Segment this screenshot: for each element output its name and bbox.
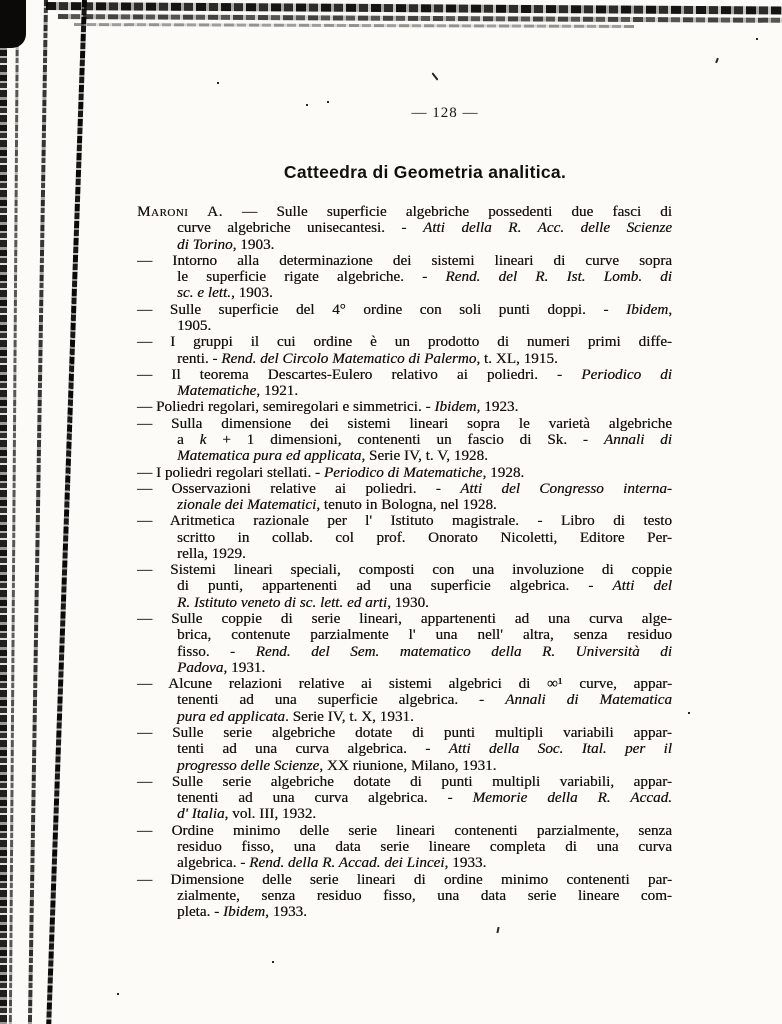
entry-line: renti. - Rend. del Circolo Matematico di Palermo, t. XL, 1915.	[177, 349, 558, 367]
entry-line: 1905.	[177, 316, 212, 334]
book-binding-edge	[45, 0, 87, 1024]
scan-speckle	[117, 993, 119, 995]
bibliography-entry	[137, 302, 672, 335]
entry-line: — Sulla dimensione dei sistemi lineari sopra le varietà algebriche	[137, 414, 672, 432]
entry-line: di Torino, 1903.	[177, 235, 275, 253]
section-title: Catteedra di Geometria analitica.	[283, 162, 567, 182]
scan-speckle	[327, 101, 329, 103]
entry-line: progresso delle Scienze, XX riunione, Milano, 1931.	[177, 756, 497, 774]
bibliography-entry	[137, 872, 672, 921]
bibliography-entry	[137, 676, 672, 725]
bibliography-entry	[137, 774, 672, 823]
entry-line: — I poliedri regolari stellati. - Periodico di Matematiche, 1928.	[137, 463, 525, 481]
entry-line: — Sulle serie algebriche dotate di punti multipli variabili appar-	[137, 724, 672, 741]
entry-line: d' Italia, vol. III, 1932.	[177, 805, 317, 823]
entry-line: Padova, 1931.	[177, 658, 266, 676]
entry-line: — Intorno alla determinazione dei sistemi lineari di curve sopra	[137, 251, 672, 269]
entry-line: tenenti ad una curva algebrica. - Memorie della R. Accad.	[177, 789, 672, 807]
scan-speckle	[431, 72, 438, 80]
entry-line: curve algebriche unisecantesi. - Atti della R. Acc. delle Scienze	[177, 219, 672, 237]
entry-line: brica, contenute parzialmente l' una nell' altra, senza residuo	[177, 626, 672, 644]
bibliography-entry	[137, 367, 672, 400]
scan-speckle	[756, 38, 758, 40]
entry-line: — Poliedri regolari, semiregolari e simmetrici. - Ibidem, 1923.	[137, 398, 519, 416]
entry-line: sc. e lett., 1903.	[177, 284, 273, 302]
entry-line: zionale dei Matematici, tenuto in Bologna, nel 1928.	[177, 496, 497, 514]
scan-speckle	[496, 927, 499, 933]
scan-corner-shadow	[0, 0, 26, 48]
page-stack-edge-top	[74, 23, 634, 28]
entry-line: le superficie rigate algebriche. - Rend. del R. Ist. Lomb. di	[177, 268, 672, 286]
entry-line: di punti, appartenenti ad una superficie algebrica. - Atti del	[177, 577, 672, 595]
entry-line: tenti ad una curva algebrica. - Atti della Soc. Ital. per il	[177, 740, 672, 758]
entry-line: pura ed applicata. Serie IV, t. X, 1931.	[177, 707, 414, 725]
page-number: — 128 —	[411, 105, 479, 121]
entry-line: scritto in collab. col prof. Onorato Nicoletti, Editore Per-	[177, 528, 672, 546]
entry-line: — Alcune relazioni relative ai sistemi algebrici di ∞¹ curve, appar-	[137, 675, 672, 693]
bibliography-entry	[137, 399, 672, 415]
entry-line: — Dimensione delle serie lineari di ordine minimo contenenti par-	[137, 870, 672, 888]
book-binding-edge	[27, 0, 48, 1024]
bibliography-entry	[137, 611, 672, 676]
bibliography-list	[137, 204, 672, 920]
scan-speckle	[217, 82, 219, 84]
entry-line: tenenti ad una superficie algebrica. - Annali di Matematica	[177, 691, 673, 709]
entry-line: Matematiche, 1921.	[177, 382, 299, 400]
entry-line: — Sulle coppie di serie lineari, appartenenti ad una curva alge-	[137, 610, 672, 628]
entry-line: — Osservazioni relative ai poliedri. - Atti del Congresso interna-	[137, 479, 672, 497]
bibliography-entry	[137, 253, 672, 302]
page-stack-edge-top	[58, 14, 782, 23]
entry-line: — Il teorema Descartes-Eulero relativo ai poliedri. - Periodico di	[137, 365, 672, 383]
entry-line: Maroni A. — Sulle superficie algebriche possedenti due fasci di	[137, 203, 673, 220]
scan-speckle	[272, 961, 274, 963]
bibliography-entry	[137, 334, 672, 367]
page-stack-edge-top	[46, 2, 782, 15]
entry-line: zialmente, senza residuo fisso, una data serie lineare com-	[177, 886, 672, 904]
entry-line: Matematica pura ed applicata, Serie IV, t. V, 1928.	[177, 447, 488, 465]
bibliography-entry	[137, 416, 672, 465]
scan-speckle	[715, 58, 719, 63]
scan-speckle	[688, 712, 690, 714]
entry-line: fisso. - Rend. del Sem. matematico della R. Università di	[177, 642, 672, 660]
entry-line: algebrica. - Rend. della R. Accad. dei Lincei, 1933.	[177, 854, 487, 872]
bibliography-entry	[137, 513, 672, 562]
entry-line: — Ordine minimo delle serie lineari contenenti parzialmente, senza	[137, 821, 672, 839]
entry-line: a k + 1 dimensioni, contenenti un fascio di Sk. - Annali di	[177, 430, 672, 448]
entry-line: — Sulle serie algebriche dotate di punti multipli variabili, appar-	[137, 772, 672, 790]
bibliography-entry	[137, 481, 672, 514]
entry-line: pleta. - Ibidem, 1933.	[177, 903, 307, 921]
entry-line: rella, 1929.	[177, 544, 246, 562]
bibliography-entry	[137, 465, 672, 481]
book-binding-edge	[0, 0, 7, 1024]
entry-line: — I gruppi il cui ordine è un prodotto di numeri primi diffe-	[137, 333, 672, 351]
entry-line: — Aritmetica razionale per l' Istituto magistrale. - Libro di testo	[137, 512, 672, 530]
entry-line: — Sulle superficie del 4° ordine con soli punti doppi. - Ibidem,	[137, 300, 672, 318]
bibliography-entry	[137, 823, 672, 872]
bibliography-entry	[137, 725, 672, 774]
bibliography-entry	[137, 562, 672, 611]
entry-line: R. Istituto veneto di sc. lett. ed arti, 1930.	[177, 593, 429, 611]
book-binding-edge	[9, 0, 19, 1024]
entry-line: residuo fisso, una data serie lineare completa di una curva	[177, 837, 672, 855]
entry-line: — Sistemi lineari speciali, composti con una involuzione di coppie	[137, 561, 672, 579]
bibliography-entry	[137, 204, 672, 253]
